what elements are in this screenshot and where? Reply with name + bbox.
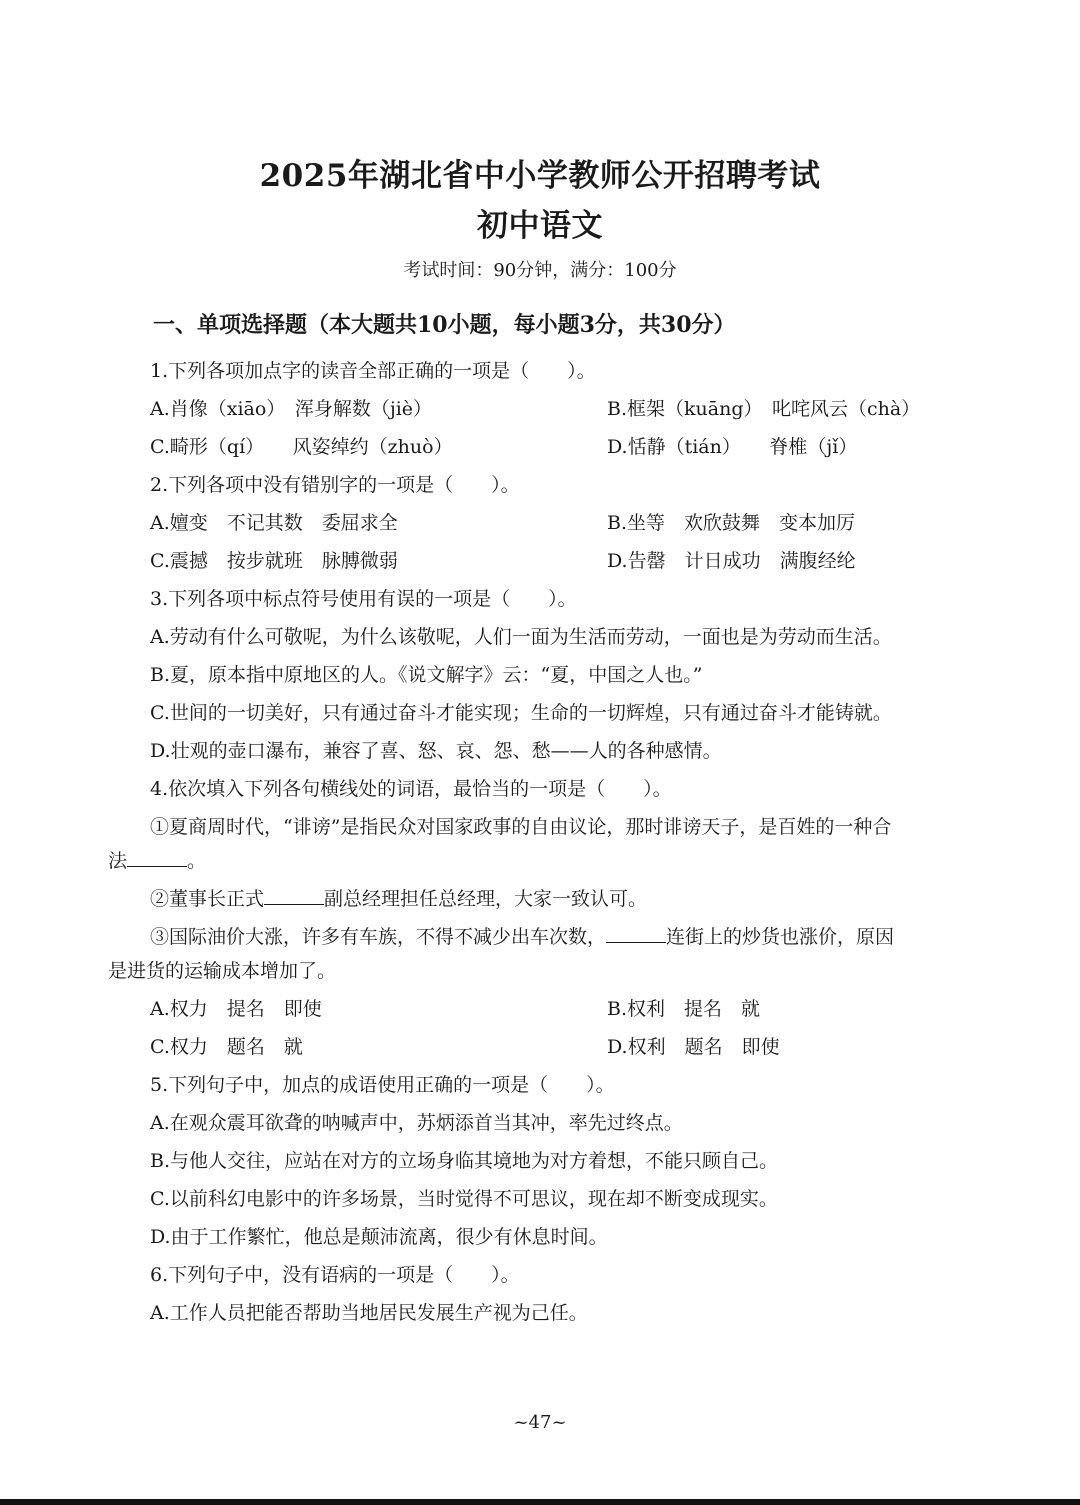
question-4-option-a: A.权力 提名 即使 bbox=[150, 998, 322, 1020]
fill-blank-2 bbox=[264, 886, 324, 905]
question-3-option-c: C.世间的一切美好，只有通过奋斗才能实现；生命的一切辉煌，只有通过奋斗才能铸就。 bbox=[150, 702, 892, 724]
question-4-option-d: D.权利 题名 即使 bbox=[607, 1036, 780, 1058]
question-5-stem: 5.下列句子中，加点的成语使用正确的一项是（ ）。 bbox=[150, 1074, 615, 1096]
section-heading: 一、单项选择题（本大题共10小题，每小题3分，共30分） bbox=[153, 312, 736, 338]
q4-s3-pre: ③国际油价大涨，许多有车族，不得不减少出车次数， bbox=[150, 926, 607, 948]
question-2-option-c: C.震撼 按步就班 脉膊微弱 bbox=[150, 550, 398, 572]
question-5-option-d: D.由于工作繁忙，他总是颠沛流离，很少有休息时间。 bbox=[150, 1226, 608, 1248]
question-1-option-c: C.畸形（qí） 风姿绰约（zhuò） bbox=[150, 436, 453, 458]
question-2-stem: 2.下列各项中没有错别字的一项是（ ）。 bbox=[150, 474, 520, 496]
question-4-option-c: C.权力 题名 就 bbox=[150, 1036, 303, 1058]
question-4-sentence-1: ①夏商周时代，“诽谤”是指民众对国家政事的自由议论，那时诽谤天子，是百姓的一种合 bbox=[150, 816, 892, 838]
question-1-option-a: A.肖像（xiāo） 浑身解数（jiè） bbox=[150, 398, 433, 420]
question-1-option-d: D.恬静（tián） 脊椎（jǐ） bbox=[607, 436, 858, 458]
question-2-option-a: A.嬗变 不记其数 委屈求全 bbox=[150, 512, 398, 534]
question-1-stem: 1.下列各项加点字的读音全部正确的一项是（ ）。 bbox=[150, 360, 596, 382]
fill-blank-1 bbox=[127, 848, 187, 867]
question-4-sentence-3 bbox=[150, 924, 894, 950]
question-2-option-d: D.告罄 计日成功 满腹经纶 bbox=[607, 550, 856, 572]
q4-s1-pre: 法 bbox=[108, 850, 128, 872]
page-number: ~47~ bbox=[513, 1412, 567, 1433]
question-6-stem: 6.下列句子中，没有语病的一项是（ ）。 bbox=[150, 1264, 520, 1286]
question-5-option-b: B.与他人交往，应站在对方的立场身临其境地为对方着想，不能只顾自己。 bbox=[150, 1150, 779, 1172]
question-1-option-b: B.框架（kuāng） 叱咤风云（chà） bbox=[607, 398, 921, 420]
question-3-option-d: D.壮观的壶口瀑布，兼容了喜、怒、哀、怨、愁——人的各种感情。 bbox=[150, 740, 722, 762]
exam-title: 2025年湖北省中小学教师公开招聘考试 bbox=[259, 158, 821, 194]
question-3-stem: 3.下列各项中标点符号使用有误的一项是（ ）。 bbox=[150, 588, 577, 610]
question-4-sentence-3-cont: 是进货的运输成本增加了。 bbox=[108, 960, 337, 982]
bottom-border bbox=[0, 1499, 1080, 1505]
question-3-option-a: A.劳动有什么可敬呢，为什么该敬呢，人们一面为生活而劳动，一面也是为劳动而生活。 bbox=[150, 626, 892, 648]
q4-s1-post: 。 bbox=[187, 850, 207, 872]
question-4-sentence-2 bbox=[150, 886, 647, 912]
fill-blank-3 bbox=[606, 924, 666, 943]
subject-title: 初中语文 bbox=[477, 208, 603, 244]
question-6-option-a: A.工作人员把能否帮助当地居民发展生产视为己任。 bbox=[150, 1302, 588, 1324]
question-3-option-b: B.夏，原本指中原地区的人。《说文解字》云：“夏，中国之人也。” bbox=[150, 664, 703, 686]
q4-s2-post: 副总经理担任总经理，大家一致认可。 bbox=[324, 888, 648, 910]
question-5-option-a: A.在观众震耳欲聋的呐喊声中，苏炳添首当其冲，率先过终点。 bbox=[150, 1112, 683, 1134]
q4-s3-post: 连街上的炒货也涨价，原因 bbox=[666, 926, 895, 948]
q4-s2-pre: ②董事长正式 bbox=[150, 888, 265, 910]
question-4-stem: 4.依次填入下列各句横线处的词语，最恰当的一项是（ ）。 bbox=[150, 778, 672, 800]
exam-info: 考试时间：90分钟，满分：100分 bbox=[403, 260, 677, 281]
question-5-option-c: C.以前科幻电影中的许多场景，当时觉得不可思议，现在却不断变成现实。 bbox=[150, 1188, 778, 1210]
question-4-option-b: B.权利 提名 就 bbox=[607, 998, 761, 1020]
question-2-option-b: B.坐等 欢欣鼓舞 变本加厉 bbox=[607, 512, 856, 534]
question-4-sentence-1-cont bbox=[108, 848, 206, 874]
